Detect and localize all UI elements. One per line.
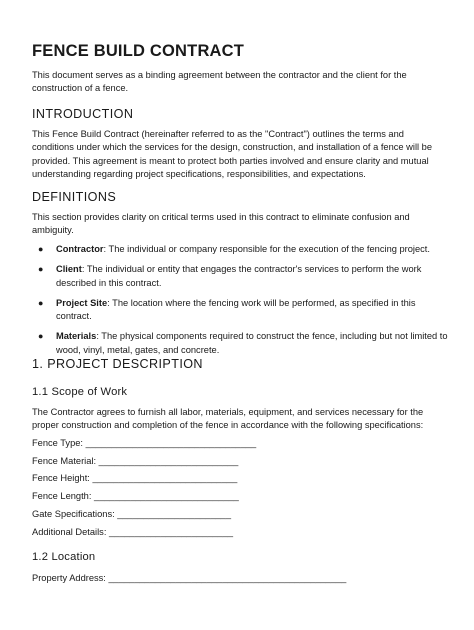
gate-specifications-field: Gate Specifications: ______________________	[32, 509, 232, 519]
definition-item-contractor	[32, 243, 448, 256]
bullet-icon: ●	[38, 331, 44, 342]
fence-type-field: Fence Type: _________________________________	[32, 438, 257, 448]
definition-item-project-site	[32, 297, 448, 324]
definitions-paragraph: This section provides clarity on critical terms used in this contract to eliminate confusion and ambiguity.	[32, 212, 410, 236]
definition-text: : The physical components required to construct the fence, including but not limited to wood, vinyl, metal, gates, and concrete.	[56, 331, 448, 355]
definition-term: Project Site	[56, 297, 108, 308]
definition-item-client	[32, 263, 448, 290]
definition-item-materials	[32, 330, 448, 357]
location-heading: 1.2 Location	[32, 551, 96, 563]
introduction-paragraph: This Fence Build Contract (hereinafter referred to as the "Contract") outlines the terms and conditions under which the services for the design, construction, and installation of a fence will be provided. This agreement is meant to protect both parties involved and ensure clarity and mutual understanding regarding project specifications, responsibilities, and expectations.	[32, 129, 432, 179]
fence-length-field: Fence Length: ____________________________	[32, 491, 239, 501]
introduction-heading: INTRODUCTION	[32, 107, 134, 121]
fence-height-field: Fence Height: ____________________________	[32, 473, 238, 483]
definition-term: Client	[56, 264, 82, 275]
intro-paragraph: This document serves as a binding agreement between the contractor and the client for the construction of a fence.	[32, 70, 407, 94]
property-address-field: Property Address: ______________________________________________	[32, 573, 347, 583]
definition-text: : The individual or company responsible for the execution of the fencing project.	[103, 244, 430, 254]
definitions-heading: DEFINITIONS	[32, 190, 117, 204]
definitions-list	[32, 243, 448, 357]
bullet-icon: ●	[38, 264, 44, 275]
definition-term: Materials	[56, 331, 97, 342]
scope-of-work-paragraph: The Contractor agrees to furnish all labor, materials, equipment, and services necessary for the proper construction and completion of the fence in accordance with the following specifications:	[32, 407, 424, 431]
bullet-icon: ●	[38, 297, 44, 308]
project-description-heading: 1. PROJECT DESCRIPTION	[32, 357, 203, 371]
document-title: FENCE BUILD CONTRACT	[32, 42, 245, 60]
bullet-icon: ●	[38, 244, 44, 254]
definition-text: : The individual or entity that engages the contractor's services to perform the work described in this contract.	[56, 264, 422, 288]
scope-of-work-heading: 1.1 Scope of Work	[32, 386, 128, 398]
definition-text: : The location where the fencing work will be performed, as specified in this contract.	[56, 297, 416, 322]
additional-details-field: Additional Details: ________________________	[32, 527, 234, 537]
fence-material-field: Fence Material: ___________________________	[32, 456, 239, 466]
definition-term: Contractor	[56, 244, 104, 254]
